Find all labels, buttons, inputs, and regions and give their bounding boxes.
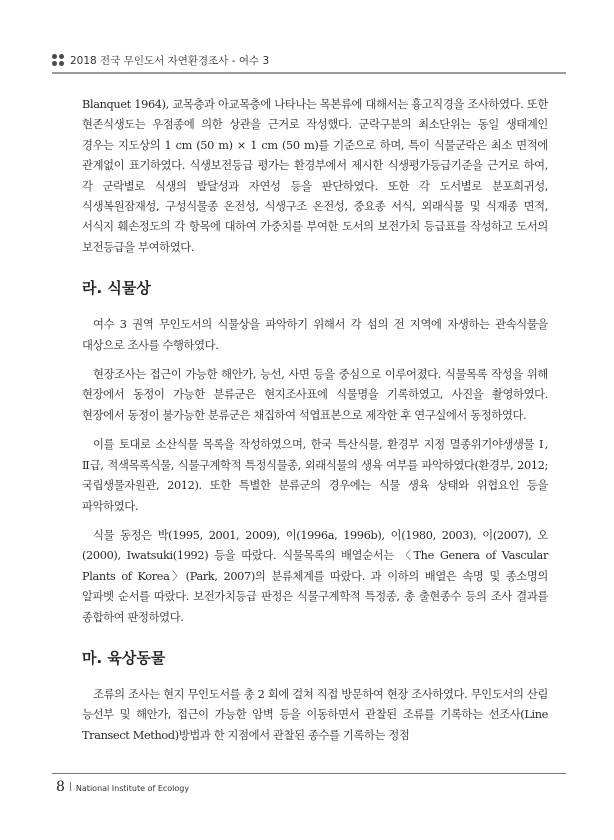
running-header bbox=[52, 48, 572, 72]
flora-paragraph-3: 이를 토대로 소산식물 목록을 작성하였으며, 한국 특산식물, 환경부 지정 멸종위기야생생물 Ⅰ, Ⅱ급, 적색목록식물, 식물구계학적 특정식물종, 외래식물의 생육 여부를 파악하였다(환경부, 2012; 국립생물자원관, 2012). 또한 특별한 분류군의 경우에는 식물 생육 상태와 위협요인 등을 파악하였다. bbox=[82, 438, 548, 513]
footer-divider bbox=[52, 773, 566, 774]
page-body bbox=[82, 95, 548, 755]
section-heading-flora: 라. 식물상 bbox=[82, 279, 151, 298]
flora-paragraph-2: 현장조사는 접근이 가능한 해안가, 능선, 사면 등을 중심으로 이루어졌다. 식물목록 작성을 위해 현장에서 동정이 가능한 분류군은 현지조사표에 식물명을 기록하였고, 사진을 촬영하였다. 현장에서 동정이 불가능한 분류군은 채집하여 석엽표본으로 제작한 후 연구실에서 동정하였다. bbox=[82, 368, 548, 422]
section-heading-fauna: 마. 육상동물 bbox=[82, 648, 166, 667]
footer-separator bbox=[70, 782, 71, 791]
flora-paragraph-4: 식물 동정은 박(1995, 2001, 2009), 이(1996a, 1996b), 이(1980, 2003), 이(2007), 오(2000), Iwatsuki(1992) 등을 따랐다. 식물목록의 배열순서는 〈The Genera of Vascular Plants of Korea〉(Park, 2007)의 분류체계를 따랐다. 과 이하의 배열은 속명 및 종소명의 알파벳 순서를 따랐다. 보전가치등급 판정은 식물구계학적 특정종, 총 출현종수 등의 조사 결과를 종합하여 판정하였다. bbox=[82, 528, 548, 624]
page-footer bbox=[56, 779, 189, 795]
header-title: 2018 전국 무인도서 자연환경조사 - 여수 3 bbox=[70, 54, 270, 67]
footer-publisher: National Institute of Ecology bbox=[75, 784, 190, 793]
intro-paragraph: Blanquet 1964), 교목층과 아교목층에 나타나는 목본류에 대해서는 흉고직경을 조사하였다. 또한 현존식생도는 우점종에 의한 상관을 근거로 작성했다. 군락구분의 최소단위는 동일 생태계인 경우는 지도상의 1 cm (50 m) × 1 cm (50 m)를 기준으로 하며, 특이 식물군락은 최소 면적에 관계없이 표기하였다. 식생보전등급 평가는 환경부에서 제시한 식생평가등급기준을 근거로 하여, 각 군락별로 식생의 발달성과 자연성 등을 판단하였다. 또한 각 도서별로 분포희귀성, 식생복원잠재성, 구성식물종 온전성, 식생구조 온전성, 중요종 서식, 외래식물 및 식재종 면적, 서식지 훼손정도의 각 항목에 대하여 가중치를 부여한 도서의 보전가치 등급표를 작성하고 도서의 보전등급을 부여하였다. bbox=[82, 98, 548, 254]
header-divider bbox=[52, 72, 566, 74]
flora-paragraph-1: 여수 3 권역 무인도서의 식물상을 파악하기 위해서 각 섬의 전 지역에 자생하는 관속식물을 대상으로 조사를 수행하였다. bbox=[82, 318, 548, 352]
page-number: 8 bbox=[56, 779, 65, 795]
four-dots-icon bbox=[52, 54, 64, 66]
fauna-paragraph-1: 조류의 조사는 현지 무인도서를 총 2 회에 걸쳐 직접 방문하여 현장 조사하였다. 무인도서의 산림 능선부 및 해안가, 접근이 가능한 암벽 등을 이동하면서 관찰된 조류를 기록하는 선조사(Line Transect Method)방법과 한 지점에서 관찰된 종수를 기록하는 정점 bbox=[82, 687, 548, 742]
